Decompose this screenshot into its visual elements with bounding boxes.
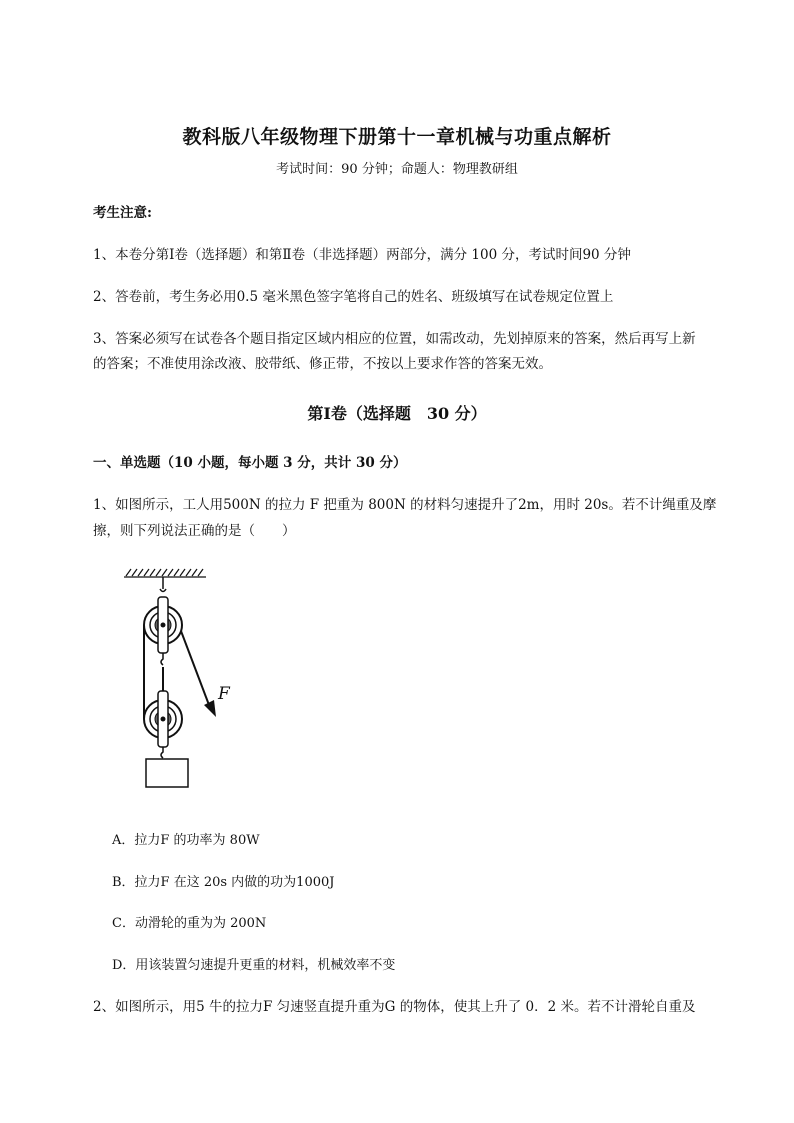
question-1-stem-line-1: 1、如图所示，工人用500N 的拉力 F 把重为 800N 的材料匀速提升了2m，用时 20s。若不计绳重及摩: [93, 497, 717, 513]
page-title: 教科版八年级物理下册第十一章机械与功重点解析: [182, 126, 612, 148]
force-arrow: [204, 700, 216, 717]
pulley-figure: [118, 567, 238, 792]
option-b: B．拉力F 在这 20s 内做的功为1000J: [112, 875, 335, 890]
notice-item-1: 1、本卷分第Ⅰ卷（选择题）和第Ⅱ卷（非选择题）两部分，满分 100 分，考试时间90 分钟: [93, 247, 631, 263]
notice-item-2: 2、答卷前，考生务必用0.5 毫米黑色签字笔将自己的姓名、班级填写在试卷规定位置上: [93, 289, 614, 305]
question-2-stem-line-1: 2、如图所示，用5 牛的拉力F 匀速竖直提升重为G 的物体，使其上升了 0．2 米。若不计滑轮自重及: [93, 999, 696, 1015]
fixed-pulley: [144, 597, 182, 653]
notice-item-3-cont: 的答案；不准使用涂改液、胶带纸、修正带，不按以上要求作答的答案无效。: [93, 356, 552, 372]
section-title: 第Ⅰ卷（选择题 30 分）: [307, 404, 487, 423]
force-label: F: [218, 684, 230, 704]
ceiling-hatch: [124, 569, 206, 577]
part-title: 一、单选题（10 小题，每小题 3 分，共计 30 分）: [93, 455, 407, 471]
option-a: A．拉力F 的功率为 80W: [112, 833, 260, 848]
option-c: C．动滑轮的重为为 200N: [112, 916, 267, 931]
movable-pulley: [144, 691, 182, 747]
question-1-stem-line-2: 擦，则下列说法正确的是（ ）: [93, 523, 296, 539]
notice-item-3: 3、答案必须写在试卷各个题目指定区域内相应的位置，如需改动，先划掉原来的答案，然后再写上新: [93, 331, 696, 347]
exam-info: 考试时间：90 分钟；命题人：物理教研组: [276, 162, 518, 177]
load-block: [146, 759, 188, 787]
notice-heading: 考生注意:: [93, 205, 152, 221]
option-d: D．用该装置匀速提升更重的材料，机械效率不变: [112, 958, 396, 973]
